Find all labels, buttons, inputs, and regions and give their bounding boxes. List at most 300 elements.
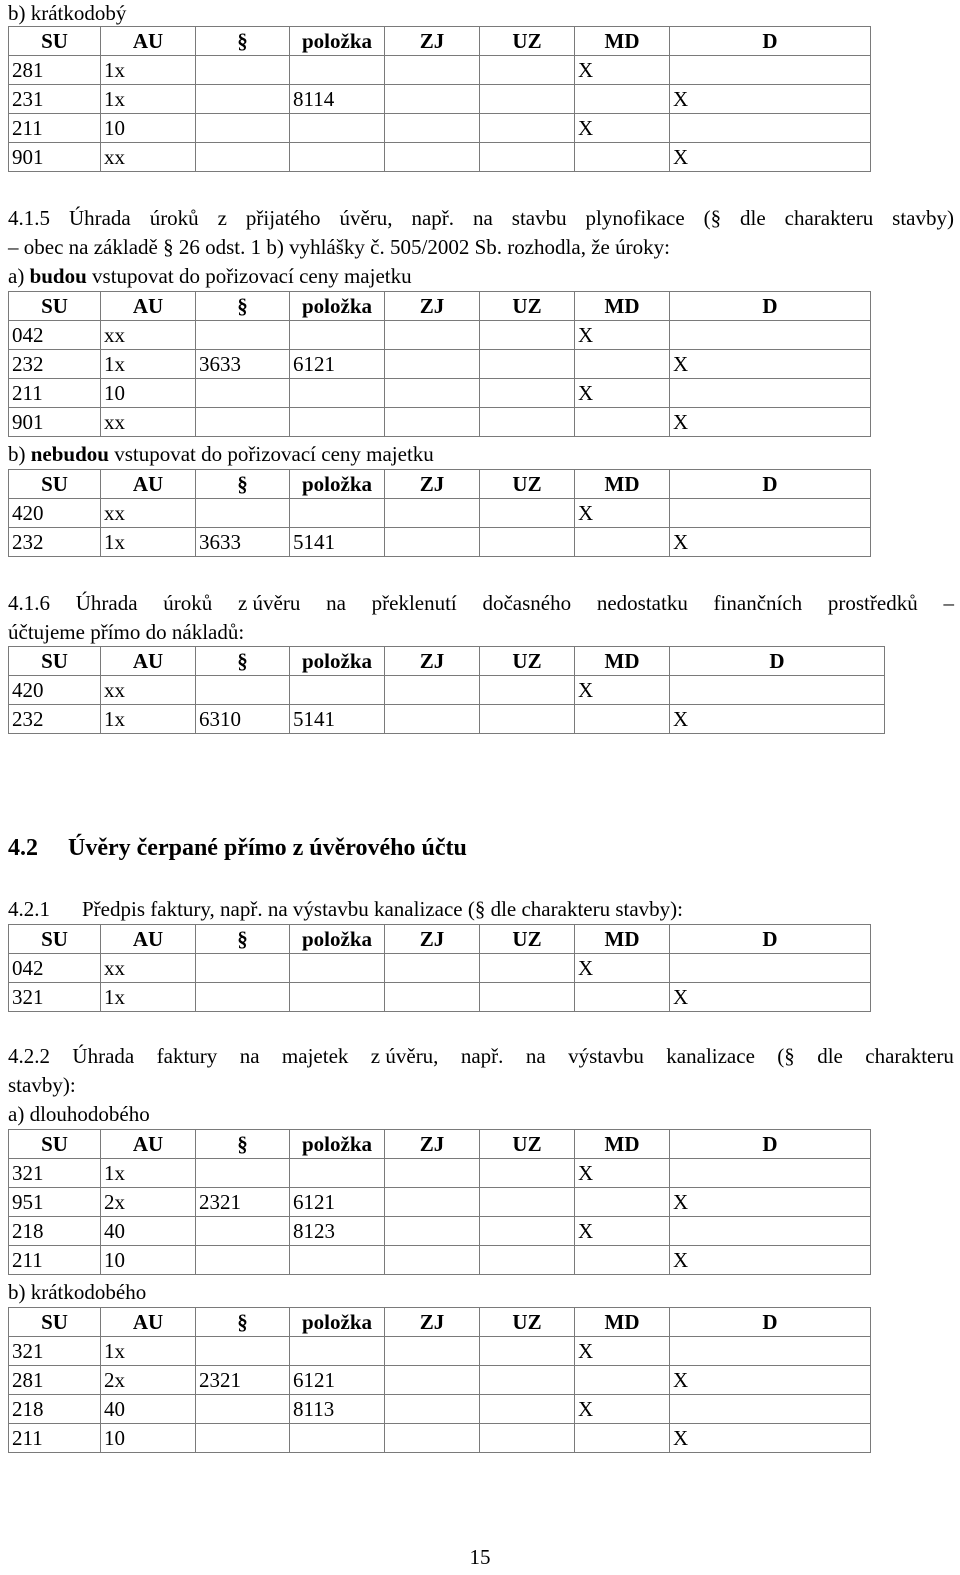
cell-polozka: 6121	[290, 1366, 385, 1395]
cell-au: 1x	[101, 528, 196, 557]
word: charakteru	[784, 206, 874, 230]
cell-md	[575, 1188, 670, 1217]
word: (§	[777, 1044, 795, 1068]
table-row	[9, 56, 871, 85]
cell-paragraf	[196, 143, 290, 172]
cell-d	[670, 1159, 871, 1188]
cell-au: 2x	[101, 1366, 196, 1395]
cell-d	[670, 954, 871, 983]
cell-md: X	[575, 676, 670, 705]
header-zj: ZJ	[385, 27, 480, 56]
section-4-2-2-line-2: stavby):	[8, 1073, 76, 1097]
cell-au: 1x	[101, 1337, 196, 1366]
header-au: AU	[101, 292, 196, 321]
cell-su: 281	[9, 56, 101, 85]
header-polozka: položka	[290, 27, 385, 56]
option-b-label: b) nebudou vstupovat do pořizovací ceny majetku	[8, 442, 434, 466]
cell-md: X	[575, 114, 670, 143]
cell-d	[670, 1337, 871, 1366]
cell-zj	[385, 1159, 480, 1188]
cell-paragraf	[196, 85, 290, 114]
page-number: 15	[469, 1545, 491, 1569]
cell-md	[575, 143, 670, 172]
table-header-row	[9, 27, 871, 56]
cell-au: 10	[101, 379, 196, 408]
table-row	[9, 379, 871, 408]
cell-paragraf	[196, 1337, 290, 1366]
cell-su: 321	[9, 983, 101, 1012]
header-uz: UZ	[480, 27, 575, 56]
header-polozka: položka	[290, 1130, 385, 1159]
cell-d	[670, 499, 871, 528]
header-au: AU	[101, 1308, 196, 1337]
cell-uz	[480, 676, 575, 705]
word: Úhrada	[68, 206, 131, 230]
word: přijatého	[245, 206, 321, 230]
cell-uz	[480, 408, 575, 437]
cell-zj	[385, 114, 480, 143]
cell-su: 218	[9, 1217, 101, 1246]
section-4-2-2-line-1	[8, 1043, 954, 1069]
header-su: SU	[9, 470, 101, 499]
accounting-table	[8, 1129, 871, 1275]
cell-paragraf	[196, 954, 290, 983]
option-b-kratkodobeho: b) krátkodobého	[8, 1280, 147, 1304]
cell-polozka	[290, 379, 385, 408]
word: z úvěru	[237, 591, 301, 615]
cell-su: 951	[9, 1188, 101, 1217]
cell-su: 901	[9, 143, 101, 172]
cell-uz	[480, 321, 575, 350]
word: Úhrada	[72, 1044, 135, 1068]
header-paragraf: §	[196, 1308, 290, 1337]
cell-polozka	[290, 983, 385, 1012]
header-md: MD	[575, 647, 670, 676]
table-header-row	[9, 647, 885, 676]
word: finančních	[713, 591, 803, 615]
accounting-table	[8, 26, 871, 172]
cell-au: 1x	[101, 85, 196, 114]
cell-polozka	[290, 114, 385, 143]
cell-polozka	[290, 1337, 385, 1366]
cell-d: X	[670, 983, 871, 1012]
word: stavbu	[511, 206, 567, 230]
cell-uz	[480, 705, 575, 734]
cell-au: 1x	[101, 705, 196, 734]
cell-su: 232	[9, 528, 101, 557]
cell-md	[575, 350, 670, 379]
table-row	[9, 408, 871, 437]
header-uz: UZ	[480, 292, 575, 321]
cell-d: X	[670, 350, 871, 379]
header-su: SU	[9, 1308, 101, 1337]
cell-zj	[385, 1424, 480, 1453]
header-d: D	[670, 1308, 871, 1337]
table-row	[9, 85, 871, 114]
cell-uz	[480, 1188, 575, 1217]
cell-su: 281	[9, 1366, 101, 1395]
accounting-table	[8, 1307, 871, 1453]
cell-d: X	[670, 705, 885, 734]
cell-uz	[480, 85, 575, 114]
header-polozka: položka	[290, 647, 385, 676]
word: na	[525, 1044, 546, 1068]
cell-md	[575, 408, 670, 437]
header-zj: ZJ	[385, 1130, 480, 1159]
cell-zj	[385, 1395, 480, 1424]
header-zj: ZJ	[385, 647, 480, 676]
cell-md: X	[575, 56, 670, 85]
word: z úvěru,	[370, 1044, 439, 1068]
header-uz: UZ	[480, 470, 575, 499]
cell-zj	[385, 1188, 480, 1217]
option-a-dlouhodobeho: a) dlouhodobého	[8, 1102, 150, 1126]
table-row	[9, 1188, 871, 1217]
word: majetek	[281, 1044, 349, 1068]
cell-polozka	[290, 499, 385, 528]
cell-paragraf: 3633	[196, 528, 290, 557]
cell-paragraf	[196, 379, 290, 408]
cell-d	[670, 676, 885, 705]
cell-md: X	[575, 1337, 670, 1366]
word: z	[217, 206, 227, 230]
header-paragraf: §	[196, 1130, 290, 1159]
cell-uz	[480, 114, 575, 143]
cell-au: xx	[101, 408, 196, 437]
cell-md	[575, 705, 670, 734]
table-header-row	[9, 925, 871, 954]
table-row	[9, 143, 871, 172]
cell-paragraf	[196, 408, 290, 437]
cell-polozka: 5141	[290, 528, 385, 557]
word: –	[943, 591, 954, 615]
cell-su: 211	[9, 114, 101, 143]
table-row	[9, 1424, 871, 1453]
header-md: MD	[575, 292, 670, 321]
cell-uz	[480, 1217, 575, 1246]
cell-au: 1x	[101, 1159, 196, 1188]
cell-zj	[385, 408, 480, 437]
word: dočasného	[482, 591, 572, 615]
cell-uz	[480, 954, 575, 983]
cell-polozka: 8114	[290, 85, 385, 114]
header-d: D	[670, 1130, 871, 1159]
header-su: SU	[9, 647, 101, 676]
section-4-1-5-line-2: – obec na základě § 26 odst. 1 b) vyhlášky č. 505/2002 Sb. rozhodla, že úroky:	[8, 235, 670, 259]
word: nedostatku	[596, 591, 688, 615]
word: stavby)	[892, 206, 954, 230]
cell-polozka	[290, 1424, 385, 1453]
cell-polozka	[290, 321, 385, 350]
cell-paragraf: 2321	[196, 1188, 290, 1217]
word: na	[239, 1044, 260, 1068]
cell-paragraf: 3633	[196, 350, 290, 379]
section-4-1-6-line-1	[8, 590, 954, 616]
section-4-1-6-line-2: účtujeme přímo do nákladů:	[8, 620, 245, 644]
header-d: D	[670, 647, 885, 676]
header-paragraf: §	[196, 27, 290, 56]
cell-md	[575, 85, 670, 114]
cell-uz	[480, 1424, 575, 1453]
cell-paragraf: 2321	[196, 1366, 290, 1395]
header-d: D	[670, 27, 871, 56]
header-polozka: položka	[290, 470, 385, 499]
section-number: 4.1.5	[8, 206, 50, 230]
header-zj: ZJ	[385, 925, 480, 954]
cell-md	[575, 1366, 670, 1395]
cell-uz	[480, 143, 575, 172]
cell-zj	[385, 528, 480, 557]
cell-su: 420	[9, 499, 101, 528]
cell-su: 211	[9, 379, 101, 408]
cell-d: X	[670, 1366, 871, 1395]
cell-d: X	[670, 1246, 871, 1275]
cell-uz	[480, 1366, 575, 1395]
cell-d: X	[670, 408, 871, 437]
cell-md: X	[575, 1395, 670, 1424]
cell-polozka	[290, 954, 385, 983]
cell-uz	[480, 528, 575, 557]
cell-md: X	[575, 1217, 670, 1246]
cell-polozka: 5141	[290, 705, 385, 734]
cell-polozka	[290, 1159, 385, 1188]
cell-polozka	[290, 56, 385, 85]
cell-d: X	[670, 1424, 871, 1453]
cell-d	[670, 56, 871, 85]
cell-zj	[385, 143, 480, 172]
cell-su: 232	[9, 350, 101, 379]
table-row	[9, 705, 885, 734]
cell-polozka	[290, 408, 385, 437]
header-uz: UZ	[480, 647, 575, 676]
cell-paragraf	[196, 1217, 290, 1246]
cell-au: xx	[101, 321, 196, 350]
header-d: D	[670, 292, 871, 321]
cell-paragraf	[196, 1424, 290, 1453]
word: plynofikace	[585, 206, 685, 230]
cell-zj	[385, 1246, 480, 1275]
header-paragraf: §	[196, 470, 290, 499]
word: úroků	[163, 591, 213, 615]
cell-d: X	[670, 528, 871, 557]
cell-d	[670, 114, 871, 143]
header-su: SU	[9, 925, 101, 954]
cell-au: 1x	[101, 983, 196, 1012]
cell-paragraf	[196, 56, 290, 85]
cell-zj	[385, 983, 480, 1012]
cell-zj	[385, 85, 480, 114]
cell-uz	[480, 350, 575, 379]
cell-paragraf: 6310	[196, 705, 290, 734]
cell-uz	[480, 983, 575, 1012]
header-paragraf: §	[196, 925, 290, 954]
table-row	[9, 676, 885, 705]
cell-md: X	[575, 379, 670, 408]
cell-su: 901	[9, 408, 101, 437]
header-zj: ZJ	[385, 1308, 480, 1337]
header-uz: UZ	[480, 1308, 575, 1337]
cell-d	[670, 379, 871, 408]
header-md: MD	[575, 1308, 670, 1337]
word: překlenutí	[371, 591, 457, 615]
cell-au: xx	[101, 143, 196, 172]
cell-d: X	[670, 1188, 871, 1217]
table-row	[9, 499, 871, 528]
cell-d: X	[670, 143, 871, 172]
table-row	[9, 321, 871, 350]
word: úroků	[149, 206, 199, 230]
cell-zj	[385, 954, 480, 983]
section-number: 4.1.6	[8, 591, 50, 615]
table-row	[9, 1159, 871, 1188]
option-a-label: a) budou vstupovat do pořizovací ceny majetku	[8, 264, 412, 288]
header-su: SU	[9, 292, 101, 321]
cell-zj	[385, 499, 480, 528]
cell-au: xx	[101, 954, 196, 983]
header-su: SU	[9, 1130, 101, 1159]
cell-d	[670, 1217, 871, 1246]
section-number: 4.2.2	[8, 1044, 50, 1068]
header-zj: ZJ	[385, 292, 480, 321]
cell-polozka	[290, 1246, 385, 1275]
cell-uz	[480, 1395, 575, 1424]
cell-paragraf	[196, 1246, 290, 1275]
cell-au: 1x	[101, 56, 196, 85]
cell-au: 10	[101, 114, 196, 143]
table-row	[9, 1337, 871, 1366]
cell-paragraf	[196, 1395, 290, 1424]
header-au: AU	[101, 647, 196, 676]
word: dle	[740, 206, 766, 230]
cell-md: X	[575, 954, 670, 983]
cell-su: 420	[9, 676, 101, 705]
section-4-1-5-line-1	[8, 205, 954, 231]
cell-uz	[480, 1159, 575, 1188]
header-au: AU	[101, 925, 196, 954]
word: prostředků	[827, 591, 918, 615]
word: (§	[703, 206, 722, 230]
header-md: MD	[575, 470, 670, 499]
word: Úhrada	[75, 591, 138, 615]
cell-paragraf	[196, 983, 290, 1012]
cell-zj	[385, 1337, 480, 1366]
table-row	[9, 1217, 871, 1246]
table-row	[9, 1366, 871, 1395]
accounting-table	[8, 291, 871, 437]
cell-su: 042	[9, 954, 101, 983]
table-header-row	[9, 1130, 871, 1159]
table-row	[9, 528, 871, 557]
cell-paragraf	[196, 114, 290, 143]
cell-md	[575, 1246, 670, 1275]
table-row	[9, 1246, 871, 1275]
word: kanalizace	[666, 1044, 755, 1068]
cell-uz	[480, 1337, 575, 1366]
header-uz: UZ	[480, 1130, 575, 1159]
header-au: AU	[101, 27, 196, 56]
cell-polozka	[290, 676, 385, 705]
cell-zj	[385, 56, 480, 85]
cell-paragraf	[196, 1159, 290, 1188]
word: faktury	[156, 1044, 218, 1068]
table-row	[9, 983, 871, 1012]
cell-md: X	[575, 1159, 670, 1188]
cell-au: 40	[101, 1217, 196, 1246]
section-subtitle-kratkodoby: b) krátkodobý	[8, 1, 127, 25]
cell-au: 10	[101, 1424, 196, 1453]
header-polozka: položka	[290, 1308, 385, 1337]
header-polozka: položka	[290, 925, 385, 954]
table-header-row	[9, 1308, 871, 1337]
cell-su: 232	[9, 705, 101, 734]
word: na	[326, 591, 346, 615]
table-row	[9, 350, 871, 379]
cell-su: 042	[9, 321, 101, 350]
cell-md	[575, 528, 670, 557]
word: výstavbu	[568, 1044, 644, 1068]
cell-su: 211	[9, 1424, 101, 1453]
cell-polozka: 6121	[290, 350, 385, 379]
cell-md: X	[575, 499, 670, 528]
cell-su: 211	[9, 1246, 101, 1275]
cell-zj	[385, 379, 480, 408]
section-4-2-1-line: 4.2.1 Předpis faktury, např. na výstavbu kanalizace (§ dle charakteru stavby):	[8, 897, 683, 921]
header-uz: UZ	[480, 925, 575, 954]
word: např.	[460, 1044, 504, 1068]
cell-au: xx	[101, 676, 196, 705]
header-zj: ZJ	[385, 470, 480, 499]
accounting-table	[8, 646, 885, 734]
header-au: AU	[101, 1130, 196, 1159]
cell-su: 218	[9, 1395, 101, 1424]
cell-au: xx	[101, 499, 196, 528]
header-su: SU	[9, 27, 101, 56]
table-row	[9, 114, 871, 143]
header-md: MD	[575, 27, 670, 56]
cell-au: 10	[101, 1246, 196, 1275]
table-row	[9, 1395, 871, 1424]
cell-zj	[385, 1217, 480, 1246]
cell-polozka: 6121	[290, 1188, 385, 1217]
table-row	[9, 954, 871, 983]
header-au: AU	[101, 470, 196, 499]
cell-paragraf	[196, 499, 290, 528]
word: na	[473, 206, 493, 230]
cell-zj	[385, 705, 480, 734]
cell-d: X	[670, 85, 871, 114]
header-paragraf: §	[196, 647, 290, 676]
cell-uz	[480, 56, 575, 85]
table-header-row	[9, 470, 871, 499]
cell-uz	[480, 1246, 575, 1275]
cell-md	[575, 1424, 670, 1453]
cell-zj	[385, 350, 480, 379]
cell-d	[670, 1395, 871, 1424]
header-md: MD	[575, 1130, 670, 1159]
cell-su: 231	[9, 85, 101, 114]
cell-au: 2x	[101, 1188, 196, 1217]
cell-zj	[385, 321, 480, 350]
cell-paragraf	[196, 321, 290, 350]
cell-polozka: 8123	[290, 1217, 385, 1246]
header-polozka: položka	[290, 292, 385, 321]
cell-su: 321	[9, 1159, 101, 1188]
word: úvěru,	[339, 206, 393, 230]
cell-au: 40	[101, 1395, 196, 1424]
accounting-table	[8, 469, 871, 557]
word: např.	[411, 206, 455, 230]
header-d: D	[670, 470, 871, 499]
